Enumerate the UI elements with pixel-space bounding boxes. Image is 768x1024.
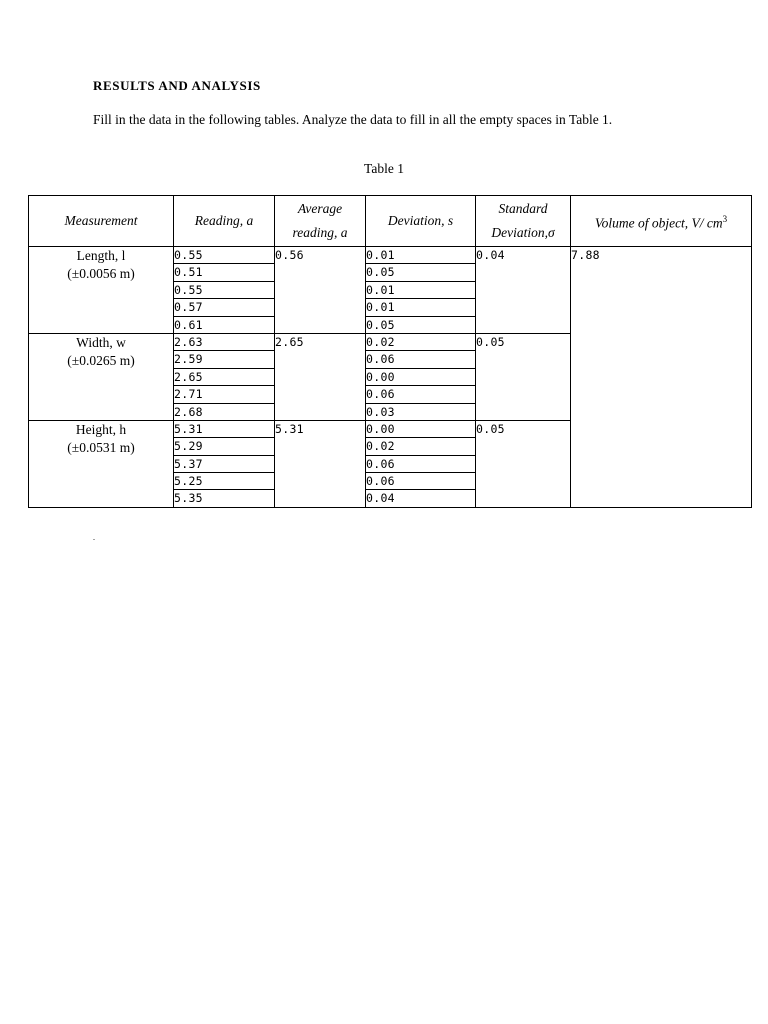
measurement-label	[29, 420, 174, 507]
deviation-cell: 0.06	[366, 386, 476, 403]
standard-deviation-cell: 0.05	[476, 420, 571, 507]
standard-deviation-cell: 0.05	[476, 333, 571, 420]
deviation-cell: 0.06	[366, 351, 476, 368]
header-standard-deviation	[476, 196, 571, 247]
table-header-row	[29, 196, 752, 247]
reading-cell: 5.37	[174, 455, 275, 472]
deviation-cell: 0.00	[366, 420, 476, 437]
table-caption: Table 1	[364, 161, 404, 176]
reading-cell: 5.29	[174, 438, 275, 455]
measurement-label	[29, 247, 174, 334]
section-heading: RESULTS AND ANALYSIS	[93, 78, 261, 93]
header-std-line1: Standard	[498, 201, 548, 216]
measurement-name: Height, h	[75, 421, 127, 437]
header-measurement: Measurement	[29, 196, 174, 247]
deviation-cell: 0.00	[366, 368, 476, 385]
deviation-cell: 0.06	[366, 455, 476, 472]
measurement-label	[29, 333, 174, 420]
header-volume-superscript: 3	[722, 213, 728, 224]
reading-cell: 0.51	[174, 264, 275, 281]
reading-cell: 0.57	[174, 299, 275, 316]
reading-cell: 2.71	[174, 386, 275, 403]
table-body	[29, 247, 752, 508]
header-volume	[571, 196, 752, 247]
table-row	[29, 247, 752, 264]
reading-cell: 0.55	[174, 281, 275, 298]
header-reading: Reading, a	[174, 196, 275, 247]
reading-cell: 5.35	[174, 490, 275, 507]
standard-deviation-cell: 0.04	[476, 247, 571, 334]
deviation-cell: 0.03	[366, 403, 476, 420]
header-average-line1: Average	[297, 201, 343, 216]
header-deviation: Deviation, s	[366, 196, 476, 247]
deviation-cell: 0.01	[366, 281, 476, 298]
results-table	[28, 195, 752, 508]
reading-cell: 0.55	[174, 247, 275, 264]
reading-cell: 0.61	[174, 316, 275, 333]
measurement-name: Width, w	[76, 334, 126, 350]
measurement-name: Length, l	[76, 248, 126, 263]
reading-cell: 2.59	[174, 351, 275, 368]
reading-cell: 5.31	[174, 420, 275, 437]
header-std-line2: Deviation,σ	[491, 225, 555, 240]
measurement-uncertainty: (±0.0056 m)	[67, 266, 135, 281]
instructions-paragraph: Fill in the data in the following tables. Analyze the data to fill in all the empty spaces in Table 1.	[93, 112, 613, 127]
deviation-cell: 0.01	[366, 299, 476, 316]
average-reading-cell: 2.65	[275, 333, 366, 420]
deviation-cell: 0.05	[366, 316, 476, 333]
deviation-cell: 0.02	[366, 438, 476, 455]
header-average-line2: reading, a	[292, 225, 348, 240]
trailing-mark: .	[93, 533, 95, 542]
average-reading-cell: 5.31	[275, 420, 366, 507]
reading-cell: 5.25	[174, 473, 275, 490]
deviation-cell: 0.06	[366, 473, 476, 490]
header-volume-text: Volume of object, V/ cm	[594, 215, 723, 231]
header-average-reading	[275, 196, 366, 247]
measurement-uncertainty: (±0.0531 m)	[67, 439, 135, 455]
deviation-cell: 0.05	[366, 264, 476, 281]
deviation-cell: 0.01	[366, 247, 476, 264]
volume-cell: 7.88	[571, 247, 752, 508]
deviation-cell: 0.04	[366, 490, 476, 507]
reading-cell: 2.68	[174, 403, 275, 420]
average-reading-cell: 0.56	[275, 247, 366, 334]
deviation-cell: 0.02	[366, 333, 476, 350]
measurement-uncertainty: (±0.0265 m)	[67, 352, 135, 368]
reading-cell: 2.63	[174, 333, 275, 350]
reading-cell: 2.65	[174, 368, 275, 385]
